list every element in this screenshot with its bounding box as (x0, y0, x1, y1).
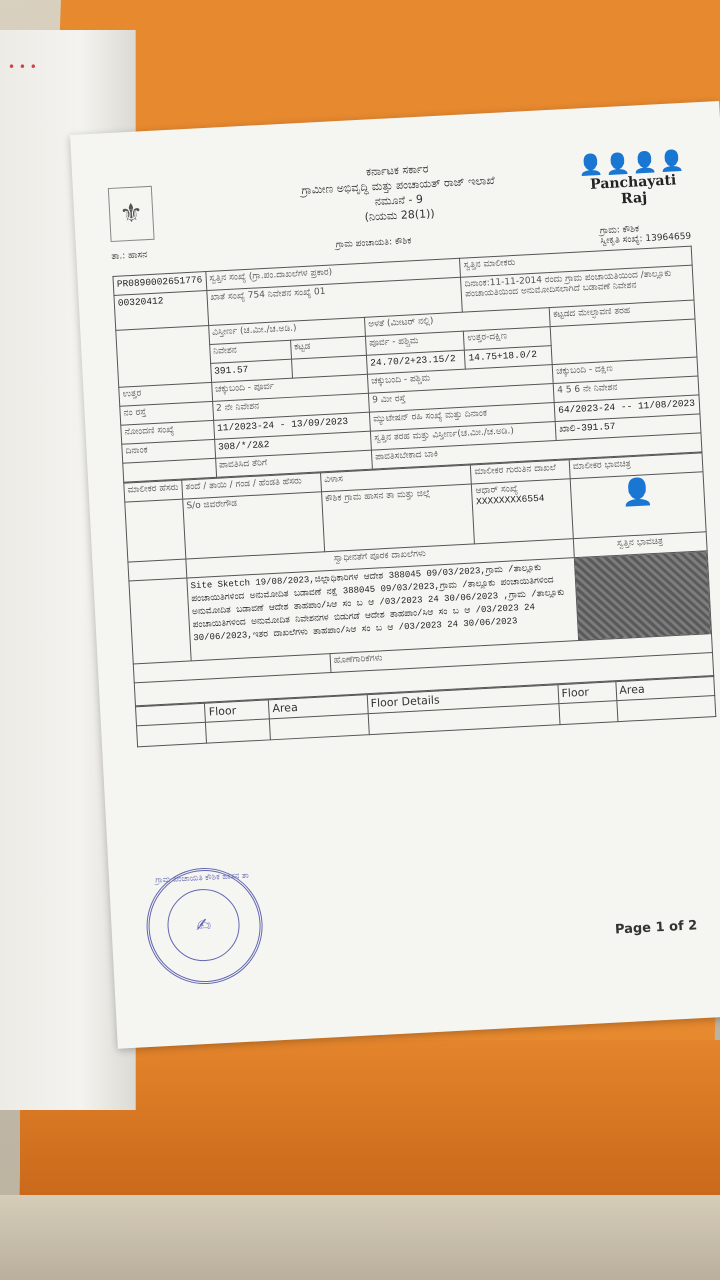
owner-name (125, 499, 186, 562)
taluk: ತಾ.: ಹಾಸನ (111, 250, 148, 262)
address-header: ವಿಳಾಸ (320, 465, 471, 492)
owner-id-cell (472, 479, 573, 544)
property-id-label: ಸ್ವತ್ತಿನ ಸಂಖ್ಯೆ (ಗ್ರಾ.ಪಂ.ದಾಖಲೆಗಳ ಪ್ರಕಾರ) (205, 258, 460, 290)
north-south-value: 14.75+18.0/2 (465, 346, 553, 370)
village-ack (600, 222, 692, 247)
blank-cell (616, 696, 715, 722)
north-value: ನಂ ರಸ್ತೆ (120, 401, 213, 425)
ack-number: 13964659 (645, 231, 692, 245)
documents-title: ಸ್ವಾಧೀನತೆಗೆ ಪೂರಕ ದಾಖಲೆಗಳು (186, 539, 574, 578)
east-value: 2 ನೇ ನಿವೇಶನ (212, 393, 369, 420)
stamp-text: ಗ್ರಾಮ ಪಂಚಾಯತಿ ಕೌಶಿಕ ಹಾಸನ ತಾ (154, 870, 250, 885)
document-content (107, 148, 720, 997)
west-value: 9 ಮೀ ರಸ್ತೆ (368, 384, 554, 413)
dimension-header: ವಿಸ್ತೀರ್ಣ (ಚ.ಮೀ./ಚ.ಅಡಿ.) (208, 317, 365, 344)
site-label: ನಿವೇಶನ (209, 340, 291, 363)
survey-number: ಖಾತೆ ಸಂಖ್ಯೆ 754 ನಿವೇಶನ ಸಂಖ್ಯೆ 01 (206, 277, 462, 325)
property-table (112, 246, 702, 483)
registration-label: ನೋಂದಣಿ ಸಂಖ್ಯೆ (121, 420, 214, 444)
liabilities-label: ಹೊಣೆಗಾರಿಕೆಗಳು (330, 634, 713, 673)
dept-title: ಗ್ರಾಮೀಣ ಅಭಿವೃದ್ಧಿ ಮತ್ತು ಪಂಚಾಯತ್ ರಾಜ್ ಇಲಾಖೆ (301, 173, 496, 197)
north-label: ಉತ್ತರ (119, 382, 212, 406)
id-number: XXXXXXXX6554 (475, 492, 545, 508)
page-number: Page 1 of 2 (614, 918, 698, 938)
west-label: ಚಕ್ಕುಬಂದಿ - ಪಶ್ಚಿಮ (367, 365, 553, 394)
form-number: ನಮೂನೆ - 9 (374, 192, 424, 209)
gram-panchayat: ಗ್ರಾಮ ಪಂಚಾಯತಿ: ಕೌಶಿಕ (335, 236, 412, 251)
floor-header-2: Floor (558, 682, 617, 704)
floor-details-header: Floor Details (367, 685, 559, 714)
registration-value: 11/2023-24 - 13/09/2023 (213, 412, 370, 439)
owner-name-header: ಮಾಲೀಕರ ಹೆಸರು (124, 480, 183, 502)
south-value: 4 5 6 ನೇ ನಿವೇಶನ (553, 376, 699, 403)
date-label: ದಿನಾಂಕ (122, 439, 215, 463)
blank-cell (116, 326, 211, 388)
building-type: ಕಟ್ಟಡದ ಮೇಲ್ಛಾವಣಿ ತರಹ (549, 300, 695, 327)
id-type: ಆಧಾರ್ ಸಂಖ್ಯೆ (475, 484, 519, 497)
gov-title: ಕರ್ನಾಟಕ ಸರ್ಕಾರ (365, 162, 429, 179)
owner-address: ಕೌಶಿಕ ಗ್ರಾಮ ಹಾಸನ ತಾ ಮತ್ತು ಜಿಲ್ಲೆ (321, 484, 474, 552)
property-id-2: 00320412 (114, 291, 208, 331)
owners-table (123, 452, 714, 706)
assessment-value: ಖಾಲಿ-391.57 (555, 414, 701, 441)
property-photo-label: ಸ್ವತ್ತಿನ ಭಾವಚಿತ್ರ (573, 532, 707, 558)
people-icon: 👤👤👤👤 (577, 147, 687, 178)
emblem-icon: ⚜ (108, 186, 155, 242)
blank-cell (269, 714, 368, 740)
floor-header: Floor (205, 700, 270, 722)
tax-paid-label: ಪಾವತಿಸಿದ ತೆರಿಗೆ (215, 450, 372, 477)
official-stamp (144, 865, 266, 987)
mutation-label: ಮ್ಯುಟೇಷನ್ ರಹಿ ಸಂಖ್ಯೆ ಮತ್ತು ದಿನಾಂಕ (369, 403, 555, 432)
rule-number: (ನಿಯಮ 28(1)) (364, 207, 435, 224)
owner-relation: S/o ಜಿವರೇಗೌಡ (183, 492, 325, 559)
property-photo (574, 551, 711, 641)
tax-balance-label: ಪಾವತಿಸಬೇಕಾದ ಬಾಕಿ (371, 433, 702, 469)
measure-header: ಅಳತೆ (ಮೀಟರ್ ನಲ್ಲಿ) (364, 308, 550, 337)
approval-note: ದಿನಾಂಕ:11-11-2014 ರಂದು ಗ್ರಾಮ ಪಂಚಾಯತಿಯಿಂದ /ತಾಲ್ಲೂಕು ಪಂಚಾಯತಿಯಿಂದ ಅನುಮೋದಿಸಲಾಗಿದೆ ಬಡಾವಣೆ ನಿವೇಶನ (461, 265, 694, 312)
khata-value: 308/*/2&2 (214, 431, 371, 458)
east-west-value: 24.70/2+23.15/2 (366, 350, 465, 374)
south-label: ಚಕ್ಕುಬಂದಿ - ದಕ್ಷಿಣ (552, 357, 698, 384)
north-south-label: ಉತ್ತರ-ದಕ್ಷಿಣ (464, 327, 552, 351)
blank-cell (137, 722, 207, 747)
ack-label: ಸ್ವೀಕೃತಿ ಸಂಖ್ಯೆ: (600, 234, 643, 247)
id-header: ಮಾಲೀಕರ ಗುರುತಿನ ದಾಖಲೆ (471, 460, 570, 484)
area-header: Area (268, 695, 367, 719)
signature-mark: ✍ (166, 887, 242, 963)
east-label: ಚಕ್ಕುಬಂದಿ - ಪೂರ್ವ (211, 374, 368, 401)
village: ಗ್ರಾಮ: ಕೌಶಿಕ (599, 224, 640, 237)
site-area: 391.57 (210, 359, 292, 382)
blank-cell (559, 701, 618, 725)
blank-cell (206, 719, 271, 743)
area-header-2: Area (615, 677, 714, 701)
owner-photo-icon: 👤 (570, 472, 706, 539)
logo-text: Panchayati Raj (589, 172, 677, 208)
blank-cell (129, 578, 191, 664)
table-surface (0, 1195, 720, 1280)
photo-header: ಮಾಲೀಕರ ಭಾವಚಿತ್ರ (569, 453, 703, 479)
assessment-label: ಸ್ವತ್ತಿನ ತರಹ ಮತ್ತು ವಿಸ್ತೀರ್ಣ(ಚ.ಮೀ./ಚ.ಅಡಿ.) (370, 421, 556, 450)
building-label: ಕಟ್ಟಡ (290, 336, 366, 359)
relation-header: ತಂದೆ / ತಾಯಿ / ಗಂಡ / ಹೆಂಡತಿ ಹೆಸರು (182, 473, 322, 499)
mutation-value: 64/2023-24 -- 11/08/2023 (554, 395, 700, 422)
east-west-label: ಪೂರ್ವ - ಪಶ್ಚಿಮ (365, 331, 464, 355)
panchayati-raj-logo (577, 148, 690, 210)
left-page-marks: • • • (8, 60, 37, 74)
documents-text: Site Sketch 19/08/2023,ಜಿಲ್ಲಾಧಿಕಾರಿಗಳ ಆದೇಶ 388045 09/03/2023,ಗ್ರಾಮ /ತಾಲ್ಲೂಕು ಪಂಚಾಯಿತಿಗಳಿಂದ ಅನುಮೋದಿತ ಬಡಾವಣೆ ನಕ್ಷೆ 388045 09/03/2023,ಗ್ರಾಮ /ತಾಲ್ಲೂಕು ಪಂಚಾಯಿತಿಗಳಿಂದ ಅನುಮೋದಿತ ಬಡಾವಣೆ ಆದೇಶ ತಾಹಪಾಂ/ಸಿಆ ಸಂ ಬ ಆ /03/2023 24 30/06/2023 ,ಗ್ರಾಮ /ತಾಲ್ಲೂಕು ಪಂಚಾಯಿತಿಗಳಿಂದ ಅನುಮೋದಿತ ನಿವೇಶನಗಳ ಬಿಡುಗಡೆ ಆದೇಶ ತಾಹಪಾಂ/ಸಿಆ ಸಂ ಬ ಆ /03/2023 24 30/06/2023,ಇತರ ದಾಖಲೆಗಳು ತಾಹಪಾಂ/ಸಿಆ ಸಂ ಬ ಆ /03/2023 24 30/06/2023 (187, 558, 579, 661)
owner-type: ಸ್ವತ್ತಿನ ಮಾಲೀಕರು (460, 246, 692, 277)
document-sheet (70, 101, 720, 1049)
property-id: PR0890002651776 (113, 272, 206, 296)
